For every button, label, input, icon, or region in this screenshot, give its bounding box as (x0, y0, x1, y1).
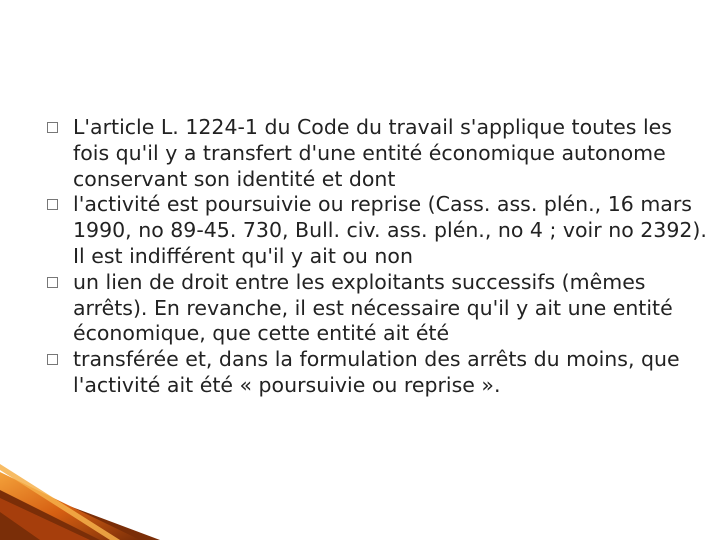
bullet-text: l'activité est poursuivie ou reprise (Cass. ass. plén., 16 mars 1990, no 89-45. 730, Bull. civ. ass. plén., no 4 ; voir no 2392). Il est indifférent qu'il y ait ou non (73, 192, 707, 268)
corner-ribbon-decoration (0, 450, 160, 540)
bullet-text: L'article L. 1224-1 du Code du travail s'applique toutes les fois qu'il y a transfert d'une entité économique autonome conservant son identité et dont (73, 115, 672, 191)
bullet-item (47, 115, 707, 192)
bullet-text: transférée et, dans la formulation des arrêts du moins, que l'activité ait été « poursuivie ou reprise ». (73, 347, 680, 397)
checkbox-square-icon (47, 354, 58, 365)
bullet-text: un lien de droit entre les exploitants successifs (mêmes arrêts). En revanche, il est nécessaire qu'il y ait une entité économique, que cette entité ait été (73, 269, 673, 346)
bullet-item (47, 192, 707, 269)
checkbox-square-icon (47, 199, 58, 210)
bullet-list (47, 115, 707, 399)
bullet-item (47, 270, 707, 347)
checkbox-square-icon (47, 277, 58, 288)
bullet-item (47, 347, 707, 399)
checkbox-square-icon (47, 122, 58, 133)
